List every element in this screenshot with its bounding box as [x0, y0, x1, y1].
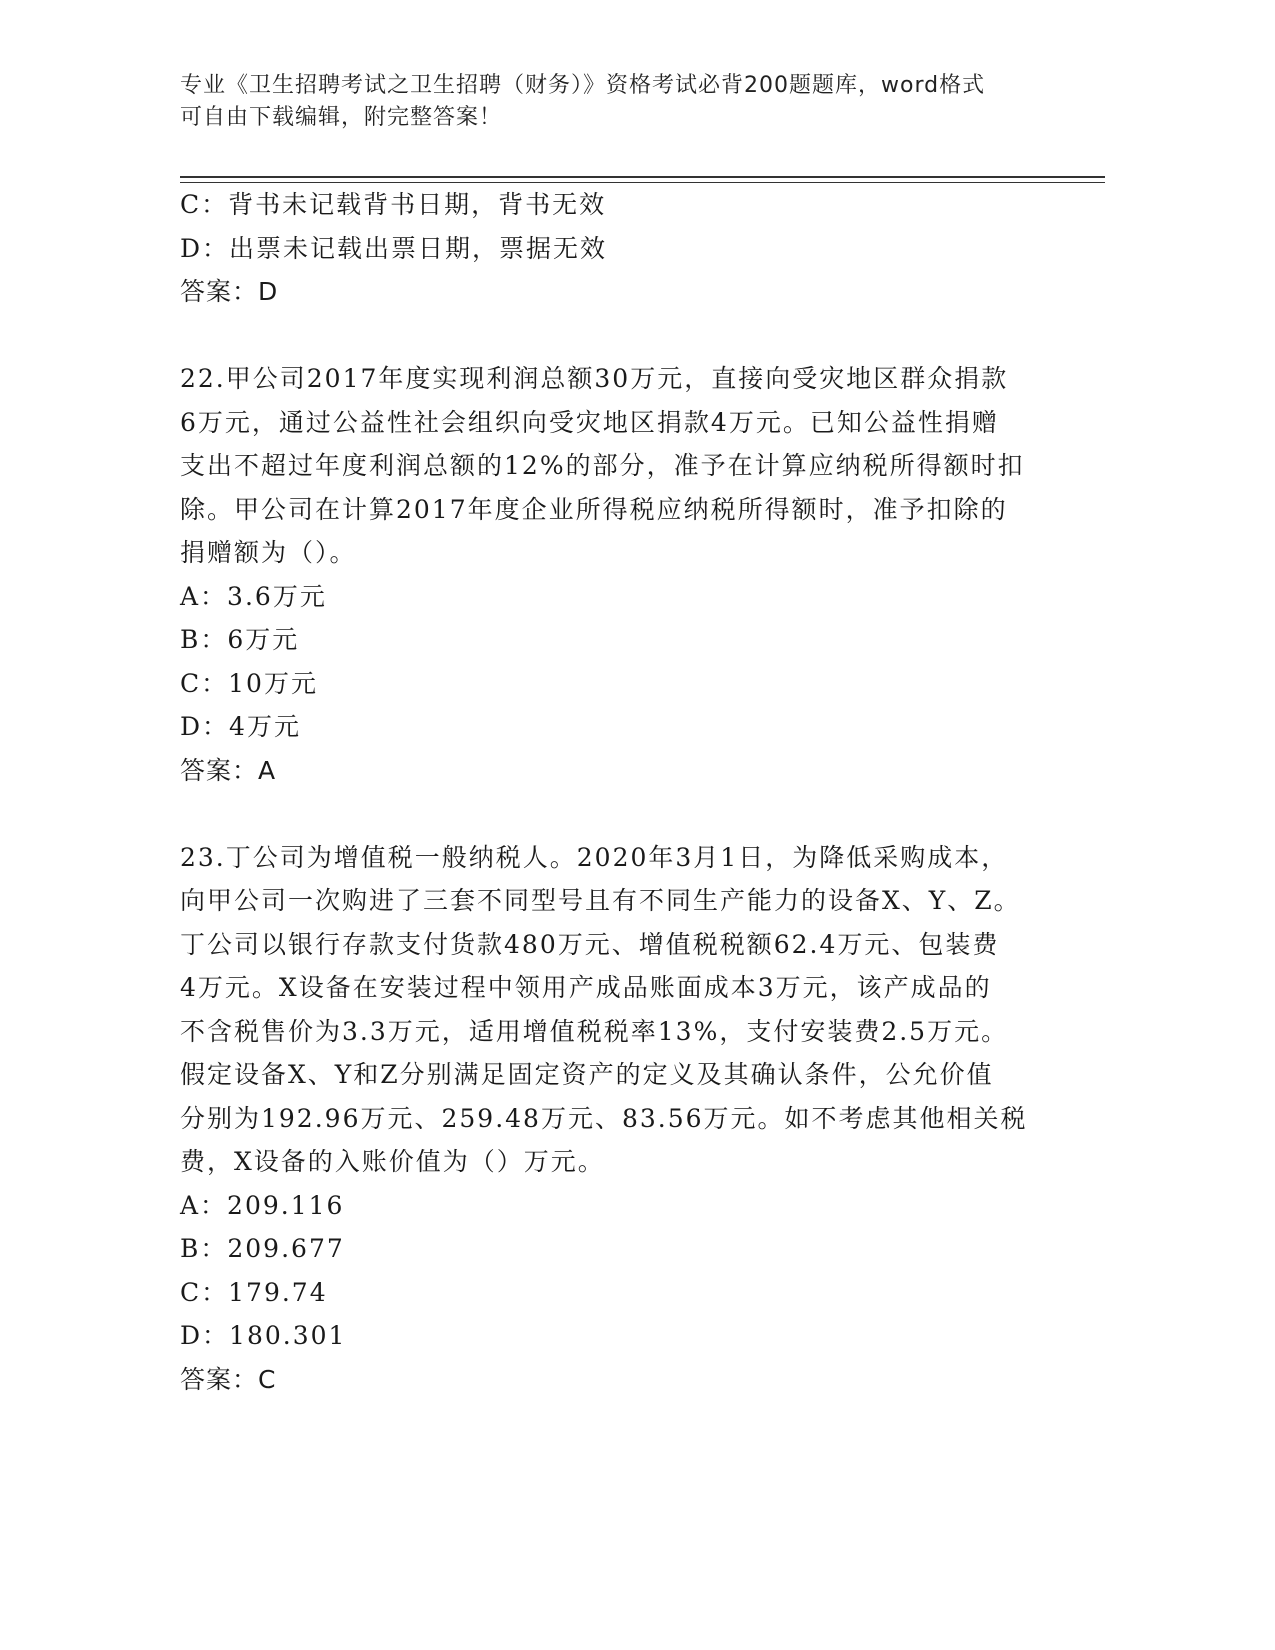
question-22 [180, 357, 1040, 792]
q23-option-b: B：209.677 [180, 1234, 345, 1263]
header-rule-thick [180, 176, 1105, 178]
q22-stem-line: 22.甲公司2017年度实现利润总额30万元，直接向受灾地区群众捐款 [180, 364, 1009, 393]
q23-option-a: A：209.116 [180, 1190, 345, 1220]
header-line-1: 专业《卫生招聘考试之卫生招聘（财务）》资格考试必背200题题库，word格式 [180, 73, 986, 98]
q22-stem-line: 除。甲公司在计算2017年度企业所得税应纳税所得额时，准予扣除的 [180, 494, 1008, 524]
q23-answer: 答案：C [180, 1364, 277, 1394]
header-line-2: 可自由下载编辑，附完整答案！ [180, 105, 503, 130]
q21-answer: 答案：D [180, 277, 279, 306]
q23-stem-line: 假定设备X、Y和Z分别满足固定资产的定义及其确认条件，公允价值 [180, 1060, 994, 1089]
spacer [180, 792, 1040, 836]
q22-option-a: A：3.6万元 [180, 581, 327, 611]
q22-stem-line: 捐赠额为（）。 [180, 538, 357, 567]
q22-option-c: C：10万元 [180, 668, 318, 698]
q23-stem-line: 向甲公司一次购进了三套不同型号且有不同生产能力的设备X、Y、Z。 [180, 886, 1021, 915]
q22-option-d: D：4万元 [180, 712, 301, 741]
q23-stem-line: 4万元。X设备在安装过程中领用产成品账面成本3万元，该产成品的 [180, 973, 992, 1002]
spacer [180, 314, 1040, 358]
question-23 [180, 836, 1040, 1402]
document-header [180, 70, 1040, 134]
q23-stem-line: 不含税售价为3.3万元，适用增值税税率13%，支付安装费2.5万元。 [180, 1016, 1009, 1046]
q23-stem-line: 丁公司以银行存款支付货款480万元、增值税税额62.4万元、包装费 [180, 929, 1000, 959]
q23-option-d: D：180.301 [180, 1321, 347, 1350]
question-21-tail [180, 183, 1040, 314]
q22-stem-line: 支出不超过年度利润总额的12%的部分，准予在计算应纳税所得额时扣 [180, 451, 1025, 480]
q22-option-b: B：6万元 [180, 625, 300, 654]
document-body [180, 183, 1040, 1401]
q22-stem-line: 6万元，通过公益性社会组织向受灾地区捐款4万元。已知公益性捐赠 [180, 407, 999, 437]
q21-option-d: D：出票未记载出票日期，票据无效 [180, 233, 608, 263]
q23-stem-line: 费，X设备的入账价值为（）万元。 [180, 1147, 605, 1176]
q23-stem [180, 836, 1040, 1184]
q23-option-c: C：179.74 [180, 1277, 328, 1307]
q23-stem-line: 23.丁公司为增值税一般纳税人。2020年3月1日，为降低采购成本， [180, 842, 1009, 872]
q22-stem [180, 357, 1040, 575]
q23-stem-line: 分别为192.96万元、259.48万元、83.56万元。如不考虑其他相关税 [180, 1103, 1028, 1133]
q21-option-c: C：背书未记载背书日期，背书无效 [180, 190, 607, 219]
q22-answer: 答案：A [180, 755, 277, 785]
